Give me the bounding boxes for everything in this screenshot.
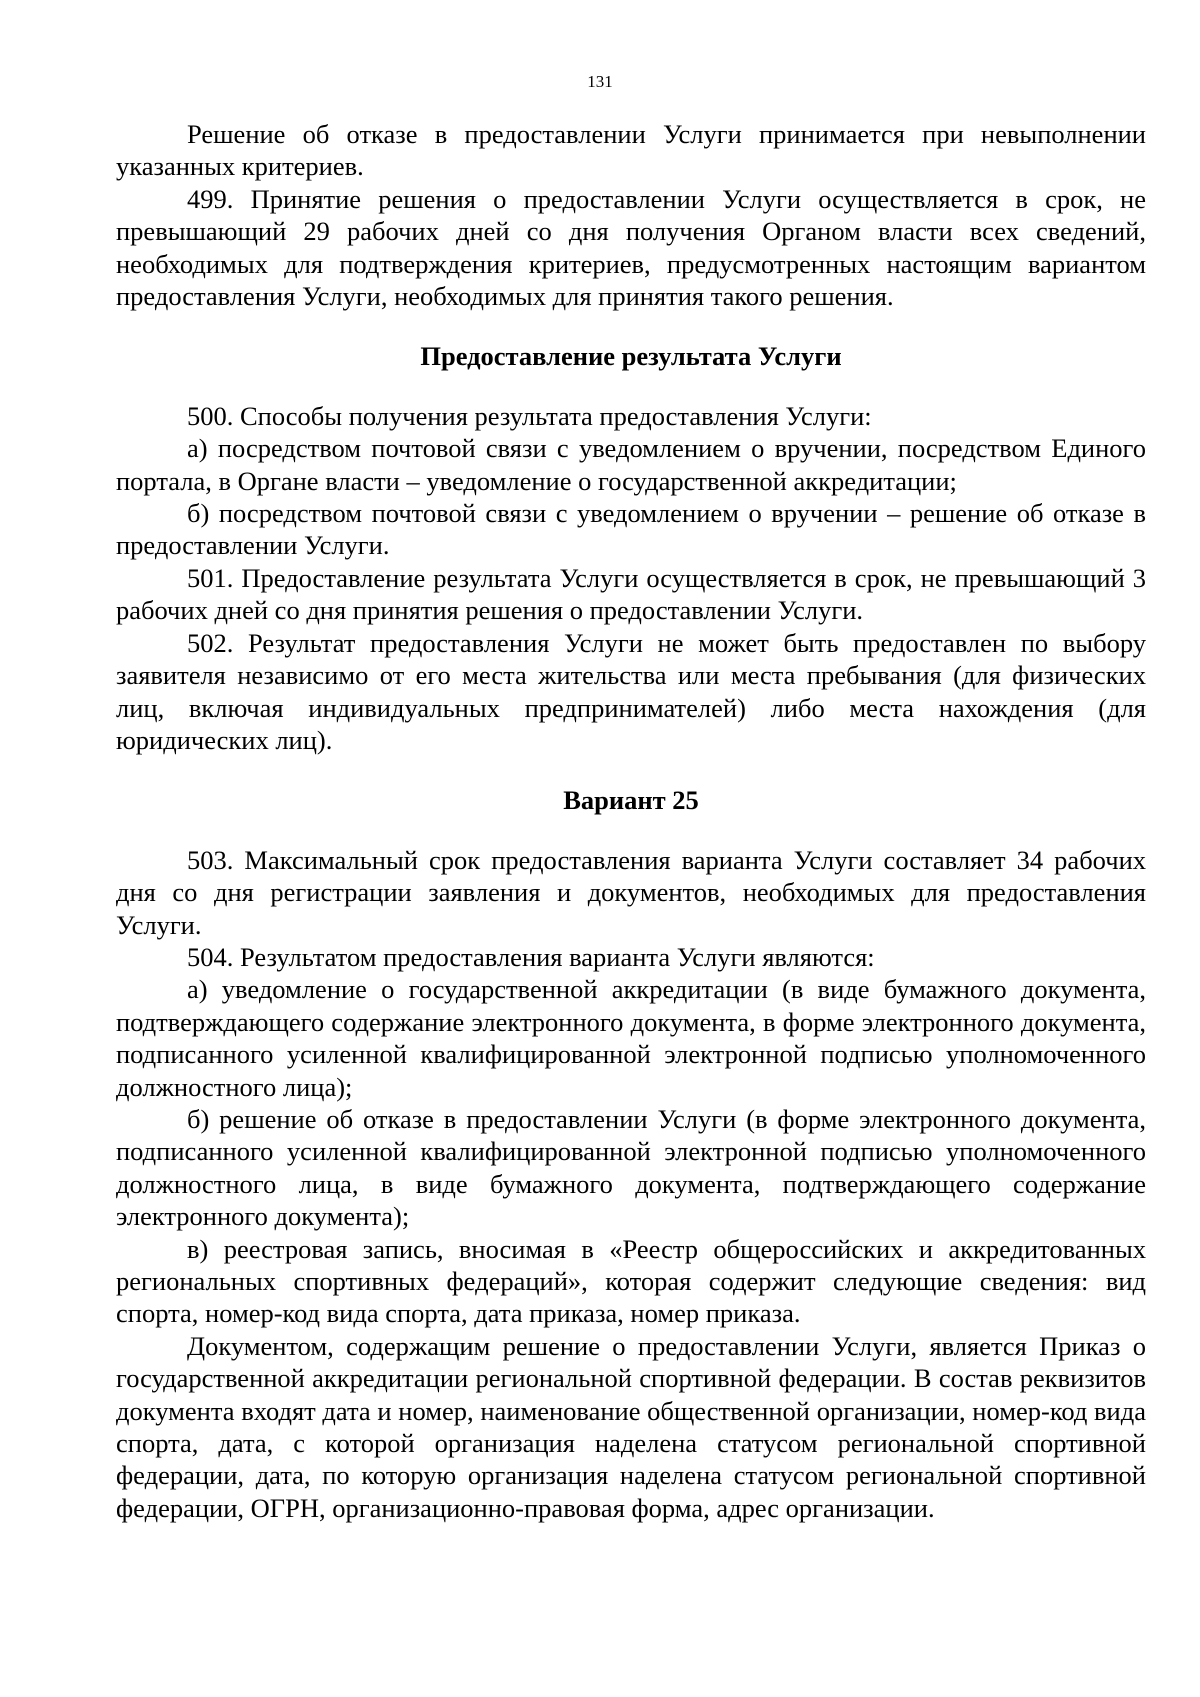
paragraph-decision-document: Документом, содержащим решение о предоставлении Услуги, является Приказ о государственной аккредитации региональной спортивной федерации. В состав реквизитов документа входят дата и номер, наименование общественной организации, номер-код вида спорта, дата, с которой организация наделена статусом региональной спортивной федерации, дата, по которую организация наделена статусом региональной спортивной федерации, ОГРН, организационно-правовая форма, адрес организации. <box>116 1330 1146 1523</box>
paragraph-501: 501. Предоставление результата Услуги осуществляется в срок, не превышающий 3 рабочих дней со дня принятия решения о предоставлении Услуги. <box>116 562 1146 626</box>
page-number: 131 <box>587 72 613 91</box>
section-heading-variant-25: Вариант 25 <box>563 785 699 816</box>
paragraph-500-a: а) посредством почтовой связи с уведомлением о вручении, посредством Единого портала, в Органе власти – уведомление о государственной аккредитации; <box>116 433 1146 496</box>
paragraph-500-b: б) посредством почтовой связи с уведомлением о вручении – решение об отказе в предоставлении Услуги. <box>116 498 1146 561</box>
paragraph-502: 502. Результат предоставления Услуги не может быть предоставлен по выбору заявителя независимо от его места жительства или места пребывания (для физических лиц, включая индивидуальных предпринимателей) либо места нахождения (для юридических лиц). <box>116 627 1146 755</box>
document-body <box>116 118 1146 1524</box>
paragraph-499: 499. Принятие решения о предоставлении Услуги осуществляется в срок, не превышающий 29 рабочих дней со дня получения Органом власти всех сведений, необходимых для подтверждения критериев, предусмотренных настоящим вариантом предоставления Услуги, необходимых для принятия такого решения. <box>116 183 1146 312</box>
paragraph-504: 504. Результатом предоставления варианта Услуги являются: <box>187 941 875 972</box>
paragraph-504-v: в) реестровая запись, вносимая в «Реестр общероссийских и аккредитованных региональных спортивных федераций», которая содержит следующие сведения: вид спорта, номер-код вида спорта, дата приказа, номер приказа. <box>116 1233 1146 1329</box>
paragraph-refusal-criteria: Решение об отказе в предоставлении Услуги принимается при невыполнении указанных критериев. <box>116 119 1146 182</box>
paragraph-504-a: а) уведомление о государственной аккредитации (в виде бумажного документа, подтверждающего содержание электронного документа, в форме электронного документа, подписанного усиленной квалифицированной электронной подписью уполномоченного должностного лица); <box>116 974 1146 1102</box>
section-heading-result: Предоставление результата Услуги <box>420 341 842 372</box>
paragraph-500: 500. Способы получения результата предоставления Услуги: <box>187 400 872 431</box>
paragraph-504-b: б) решение об отказе в предоставлении Услуги (в форме электронного документа, подписанного усиленной квалифицированной электронной подписью уполномоченного должностного лица, в виде бумажного документа, подтверждающего содержание электронного документа); <box>116 1103 1146 1232</box>
paragraph-503: 503. Максимальный срок предоставления варианта Услуги составляет 34 рабочих дня со дня регистрации заявления и документов, необходимых для предоставления Услуги. <box>116 844 1146 940</box>
